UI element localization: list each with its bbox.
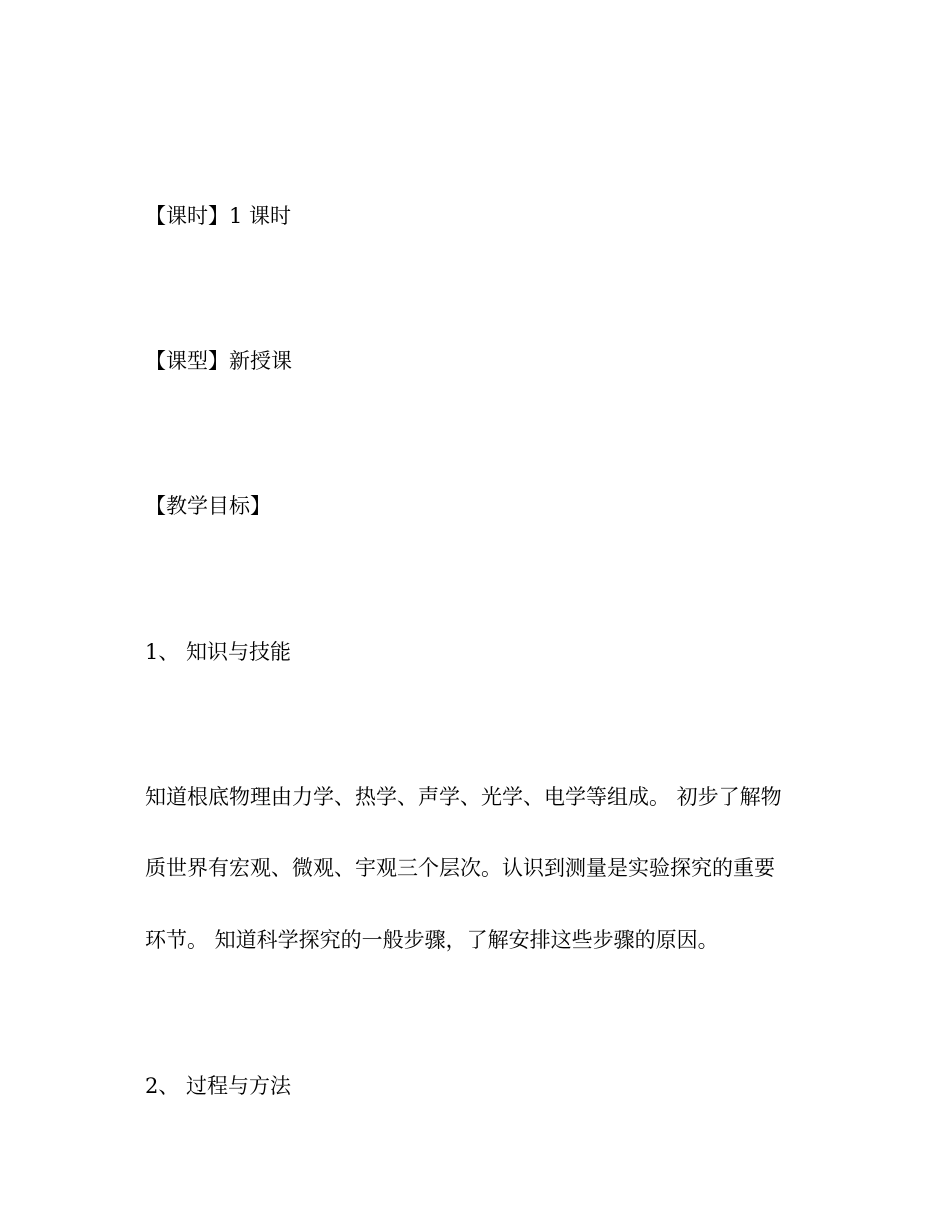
- paragraph-line: 质世界有宏观、微观、宇观三个层次。认识到测量是实验探究的重要: [145, 856, 775, 880]
- class-hours-line: 【课时】1 课时: [145, 204, 292, 228]
- teaching-goals-heading: 【教学目标】: [145, 494, 271, 518]
- lesson-type-line: 【课型】新授课: [145, 349, 292, 373]
- section-process-method-heading: 2、 过程与方法: [145, 1074, 292, 1098]
- section-knowledge-skills-heading: 1、 知识与技能: [145, 640, 292, 664]
- paragraph-line: 知道根底物理由力学、热学、声学、光学、电学等组成。 初步了解物: [145, 785, 782, 809]
- paragraph-line: 环节。 知道科学探究的一般步骤，了解安排这些步骤的原因。: [145, 928, 719, 952]
